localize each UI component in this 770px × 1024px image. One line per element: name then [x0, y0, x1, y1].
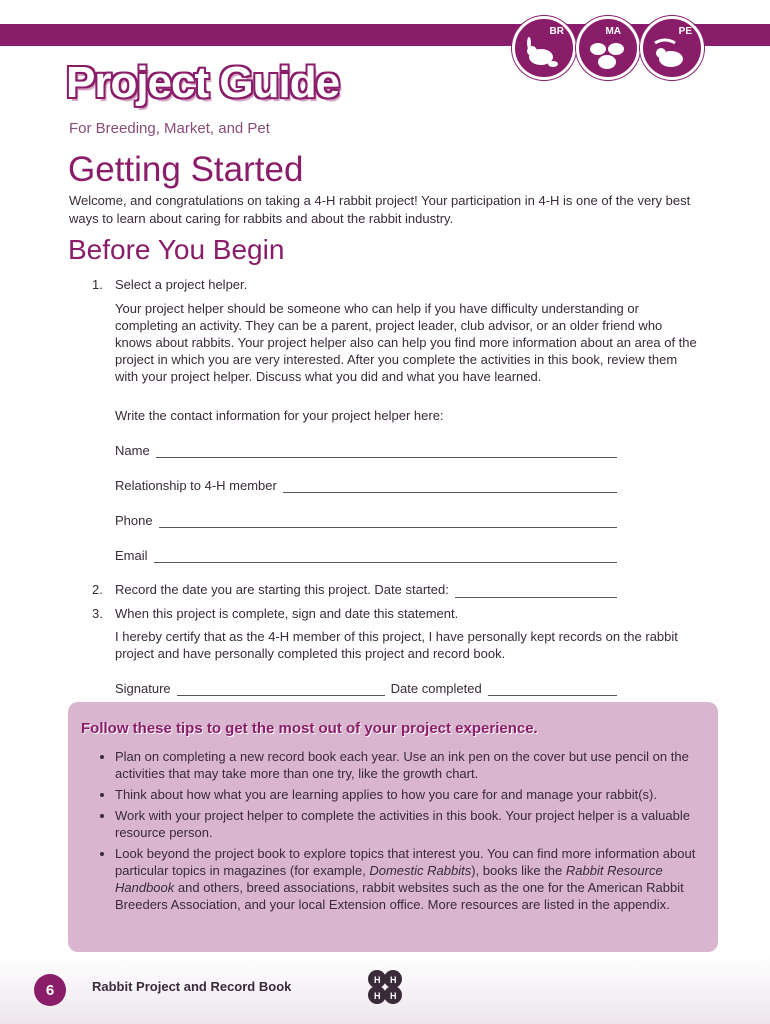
field-label: Name	[115, 443, 150, 458]
page-number-badge: 6	[34, 974, 66, 1006]
step-text: Select a project helper.	[115, 277, 248, 292]
rabbit-breeding-icon	[523, 37, 563, 69]
field-label: Phone	[115, 513, 153, 528]
step-text: Record the date you are starting this project. Date started:	[115, 582, 449, 597]
badge-label: BR	[549, 26, 564, 37]
helper-paragraph: Your project helper should be someone who can help if you have difficulty understanding or completing an activity. They can be a parent, project leader, club advisor, or an older friend who knows about rabbits. Your project helper also can help you find more information about an area of the project in which you are very interested. After you complete the activities in this book, review them with your project helper. Discuss what you did and what you have learned.	[115, 301, 697, 384]
breeding-badge	[512, 16, 576, 80]
tip-item: • Think about how what you are learning applies to how you care for and manage your rabbit(s).	[115, 786, 715, 803]
date-completed-label: Date completed	[390, 681, 482, 696]
step-3	[92, 605, 458, 622]
rabbit-market-icon	[586, 37, 630, 71]
date-started-line[interactable]	[455, 585, 617, 598]
book-title: Rabbit Resource Handbook	[115, 863, 663, 895]
footer-book-title: Rabbit Project and Record Book	[92, 979, 292, 994]
svg-text:H: H	[390, 975, 397, 985]
step-1	[92, 276, 247, 293]
step-text: When this project is complete, sign and date this statement.	[115, 606, 459, 621]
field-label: Relationship to 4-H member	[115, 478, 277, 493]
helper-name-field[interactable]	[115, 440, 617, 458]
step-number: 1.	[92, 277, 103, 292]
page-subtitle: For Breeding, Market, and Pet	[69, 120, 270, 137]
tip-item: • Work with your project helper to complete the activities in this book. Your project helper is a valuable resource person.	[115, 807, 715, 841]
tip-text: ), books like the	[471, 863, 566, 878]
project-badges	[512, 16, 762, 80]
tip-item: • Plan on completing a new record book each year. Use an ink pen on the cover but use pencil on the activities that may take more than one try, like the growth chart.	[115, 748, 715, 782]
contact-prompt: Write the contact information for your project helper here:	[115, 408, 444, 423]
tip-text: and others, breed associations, rabbit websites such as the one for the American Rabbit Breeders Association, and your local Extension office. More resources are listed in the appendix.	[115, 880, 684, 912]
step-2	[92, 581, 617, 598]
badge-label: MA	[605, 26, 621, 37]
helper-phone-field[interactable]	[115, 510, 617, 528]
write-line[interactable]	[159, 515, 617, 528]
certify-statement: I hereby certify that as the 4-H member of this project, I have personally kept records on the rabbit project and have personally completed this project and record book.	[115, 629, 678, 661]
before-you-begin-heading: Before You Begin	[68, 234, 285, 265]
svg-text:H: H	[390, 991, 397, 1001]
date-completed-line[interactable]	[488, 683, 617, 696]
signature-line[interactable]	[177, 683, 385, 696]
helper-email-field[interactable]	[115, 545, 617, 563]
tips-title: Follow these tips to get the most out of your project experience.	[81, 720, 538, 737]
write-line[interactable]	[156, 445, 617, 458]
tip-text: Look beyond the project book to explore topics that interest you. You can find more information about particular topics in magazines (for example,	[115, 846, 696, 878]
field-label: Email	[115, 548, 148, 563]
signature-label: Signature	[115, 681, 171, 696]
tips-box	[68, 702, 718, 952]
step-number: 3.	[92, 606, 103, 621]
pet-badge	[640, 16, 704, 80]
signature-row	[115, 678, 617, 696]
intro-paragraph: Welcome, and congratulations on taking a 4-H rabbit project! Your participation in 4-H is one of the very best ways to learn about caring for rabbits and about the rabbit industry.	[69, 193, 691, 226]
tips-list	[96, 748, 715, 917]
magazine-title: Domestic Rabbits	[369, 863, 472, 878]
market-badge	[576, 16, 640, 80]
tip-item	[115, 845, 715, 913]
write-line[interactable]	[154, 550, 617, 563]
svg-text:H: H	[374, 975, 381, 985]
badge-label: PE	[678, 26, 692, 37]
four-leaf-clover-icon	[363, 965, 407, 1009]
page-title: Project Guide	[66, 58, 340, 107]
write-line[interactable]	[283, 480, 617, 493]
getting-started-heading: Getting Started	[68, 150, 304, 189]
step-number: 2.	[92, 582, 103, 597]
svg-text:H: H	[374, 991, 381, 1001]
rabbit-pet-icon	[651, 37, 691, 69]
helper-relationship-field[interactable]	[115, 475, 617, 493]
